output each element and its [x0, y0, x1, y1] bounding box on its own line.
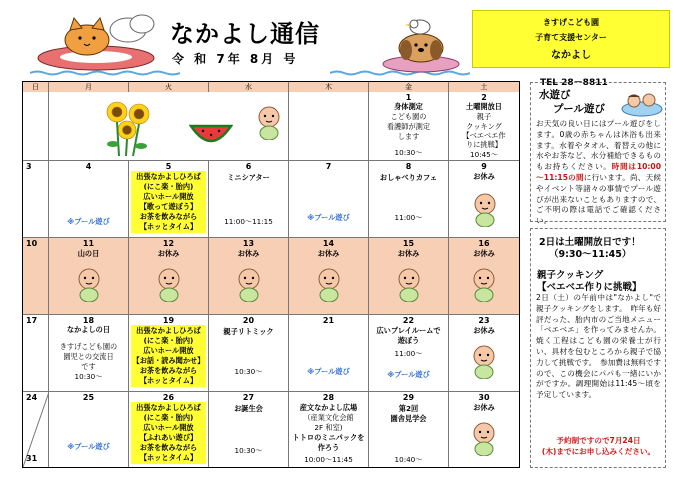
event-time: 11:00～ — [394, 349, 423, 358]
event-text: (にこ楽・胎内) — [143, 182, 194, 191]
event-text: 遊ぼう — [397, 336, 420, 345]
day-cell-sunday — [23, 315, 49, 392]
event-time: 11:00～ — [394, 213, 423, 222]
holiday-label: 山の日 — [77, 249, 100, 258]
event-title: 土曜開放日 — [466, 102, 502, 111]
water-play-notice — [530, 82, 666, 226]
event-text: きすげこども園の — [59, 342, 118, 351]
day-number: 30 — [478, 393, 490, 402]
dog-and-seagull-illustration — [376, 12, 466, 74]
notice-text: お天気の良い日にはプール遊びをします。0歳の赤ちゃんは沐浴も出来ます。水着やタオル、着替えの他に水やお茶など、水分補給できるものもお持ちください。 — [536, 119, 661, 172]
day-cell — [449, 161, 519, 238]
event-text: 園舎見学会 — [390, 414, 427, 423]
day-cell — [49, 392, 129, 467]
pool-note: ※プール遊び — [67, 442, 110, 451]
org-room: なかよし — [551, 50, 591, 61]
event-title: 第2回 — [398, 404, 419, 413]
event-time: 10:30～ — [74, 372, 103, 381]
day-number: 6 — [245, 162, 252, 171]
children-in-pool-illustration — [621, 87, 663, 117]
org-center: 子育て支援センター — [535, 33, 607, 42]
event-title: ミニシアター — [227, 173, 270, 182]
closed-label: お休み — [473, 403, 495, 412]
day-cell-holiday — [289, 238, 369, 315]
cat-on-float-illustration — [32, 10, 162, 74]
event-text: 2F 和室) — [314, 423, 343, 432]
event-title: 広いプレイルームで — [376, 326, 441, 335]
org-name: きすげこども園 — [543, 18, 599, 27]
day-number: 28 — [322, 393, 335, 402]
day-cell — [449, 92, 519, 161]
event-text: （産業文化会館 — [303, 413, 354, 422]
day-cell-holiday — [369, 238, 449, 315]
issue-date: 令 和 7年 8月 号 — [172, 52, 299, 66]
watermelon-icon — [189, 122, 233, 148]
event-text: お茶を飲みながら — [139, 212, 198, 221]
day-cell — [209, 161, 289, 238]
event-time: 10:30～ — [394, 148, 423, 157]
day-cell-empty — [23, 92, 49, 161]
event-time: 10:30～ — [234, 367, 263, 376]
day-cell-sunday — [23, 161, 49, 238]
day-number: 1 — [405, 93, 412, 102]
day-number: 29 — [402, 393, 415, 402]
weekday-header-mon: 月 — [49, 82, 129, 92]
pool-note: ※プール遊び — [307, 213, 350, 222]
closed-label: お休み — [397, 249, 420, 258]
weekday-header-fri: 金 — [369, 82, 449, 92]
page-title: なかよし通信 — [170, 20, 320, 48]
baby-icon — [471, 193, 499, 227]
day-number: 4 — [85, 162, 92, 171]
event-text: 【歌って遊ぼう】 — [139, 202, 198, 211]
day-number: 17 — [26, 316, 38, 325]
day-number: 9 — [481, 162, 487, 171]
baby-icon — [470, 422, 498, 456]
sunflower-illustration — [103, 98, 155, 158]
day-cell — [209, 315, 289, 392]
deadline-line: 予約制ですので7月24日 — [556, 436, 641, 445]
day-cell-sunday — [23, 238, 49, 315]
event-text: お茶を飲みながら — [139, 366, 198, 375]
notice-time: 時間は10:00 ～11:15の間 — [536, 162, 662, 182]
event-text: 広いホール開放 — [143, 192, 194, 201]
day-cell-holiday — [129, 238, 209, 315]
event-text: 【ふれあい遊び】 — [139, 433, 198, 442]
event-text: 作ろう — [317, 443, 340, 452]
event-title: おしゃべりカフェ — [379, 173, 438, 182]
event-text: (にこ楽・胎内) — [143, 336, 194, 345]
pool-note: ※プール遊び — [307, 367, 350, 376]
notice-title: 水遊び — [539, 89, 571, 101]
notice-body — [536, 119, 661, 227]
baby-icon — [470, 268, 498, 302]
day-number: 21 — [322, 316, 335, 325]
day-number: 16 — [478, 239, 490, 248]
event-text: お茶を飲みながら — [139, 443, 198, 452]
notice-text: 尚、天候やイベント等諸々の事情でプール遊びが出来ないこともありますので、ご不明の際は電話でご確認ください。 — [536, 172, 661, 226]
day-number: 25 — [82, 393, 95, 402]
event-title: 出張なかよしひろば — [136, 172, 201, 181]
day-cell-sunday — [23, 392, 49, 467]
baby-icon — [235, 268, 263, 302]
closed-label: お休み — [473, 172, 495, 181]
day-cell-holiday — [209, 238, 289, 315]
weekday-header-sat: 土 — [449, 82, 519, 92]
day-number: 27 — [242, 393, 255, 402]
event-title: 身体測定 — [394, 102, 423, 111]
event-time: 10:45～ — [470, 150, 498, 159]
day-number: 31 — [26, 454, 38, 463]
day-number: 2 — [481, 93, 487, 102]
event-text: 広いホール開放 — [143, 346, 194, 355]
telephone: TEL 28－8811 — [540, 78, 608, 88]
day-cell — [129, 161, 209, 238]
pool-note: ※プール遊び — [67, 217, 110, 226]
weekday-header-tue: 火 — [129, 82, 209, 92]
day-number: 11 — [82, 239, 95, 248]
event-time: 11:00～11:15 — [224, 217, 273, 226]
event-title: 出張なかよしひろば — [136, 403, 201, 412]
day-cell — [289, 92, 369, 161]
day-number: 5 — [165, 162, 172, 171]
day-cell — [449, 392, 519, 467]
organization-box — [472, 10, 670, 68]
weekday-header-sun: 日 — [23, 82, 49, 92]
day-number: 15 — [402, 239, 415, 248]
day-cell — [369, 315, 449, 392]
baby-icon — [315, 268, 343, 302]
event-title: なかよしの日 — [66, 325, 111, 334]
weekday-header-wed: 水 — [209, 82, 289, 92]
baby-icon — [75, 268, 103, 302]
day-number: 19 — [162, 316, 175, 325]
event-description: 2日（土）の午前中は"なかよし"で親子クッキングをします。 昨年も好評だった、胎内市のご当地メニュー「ベエベエ」を作ってみませんか。焼く工程はこども園の栄養士が行い、具材を包むところから親子で協力して挑戦です。 参加費は無料ですので、この機会にパパも一緒にいかがですか。調理開始は11:45～頃を予定しています。 — [536, 293, 661, 400]
day-cell — [289, 161, 369, 238]
closed-label: お休み — [157, 249, 180, 258]
event-text: 【ホッとタイム】 — [139, 453, 198, 462]
baby-icon — [395, 268, 423, 302]
reservation-deadline — [536, 436, 661, 458]
event-time: 10:30～ — [234, 446, 263, 455]
day-number: 18 — [82, 316, 95, 325]
baby-icon — [470, 345, 498, 379]
day-cell — [49, 315, 129, 392]
day-cell — [289, 315, 369, 392]
cooking-event-notice — [530, 228, 666, 468]
event-text: クッキング — [466, 122, 502, 131]
event-time: 10:40～ — [394, 455, 423, 464]
deadline-line: (木)までにお申し込みください。 — [541, 446, 656, 456]
day-number: 24 — [26, 393, 38, 402]
day-number: 8 — [405, 162, 412, 171]
day-cell-holiday — [449, 238, 519, 315]
day-number: 12 — [162, 239, 175, 248]
day-cell — [129, 392, 209, 467]
event-text: です — [81, 362, 96, 371]
day-cell — [129, 315, 209, 392]
day-cell — [289, 392, 369, 467]
closed-label: お休み — [473, 326, 495, 335]
event-title: 出張なかよしひろば — [136, 326, 201, 335]
event-text: します — [397, 132, 420, 141]
event-title: 親子リトミック — [223, 327, 274, 336]
day-number: 26 — [162, 393, 175, 402]
day-cell-holiday — [49, 238, 129, 315]
day-cell — [369, 161, 449, 238]
event-text: 【ベエベエ作 — [462, 131, 506, 140]
day-cell — [449, 315, 519, 392]
day-cell — [369, 92, 449, 161]
baby-icon — [255, 106, 283, 140]
day-number: 20 — [242, 316, 255, 325]
event-text: 親子 — [476, 112, 492, 121]
event-title: 親子クッキング — [537, 270, 604, 281]
open-day-notice: 2日は土曜開放日です！ — [539, 237, 641, 248]
day-number: 13 — [242, 239, 255, 248]
closed-label: お休み — [473, 249, 495, 258]
event-text: 【ホッとタイム】 — [139, 376, 198, 385]
event-time: 10:00～11:45 — [304, 455, 353, 464]
day-cell — [369, 392, 449, 467]
day-cell — [49, 161, 129, 238]
open-day-hours: （9:30～11:45） — [549, 249, 632, 260]
event-text: 広いホール開放 — [143, 423, 194, 432]
event-text: (にこ楽・胎内) — [143, 413, 194, 422]
event-title: お誕生会 — [234, 404, 263, 413]
event-text: こども園の — [390, 112, 427, 121]
event-title: 産文なかよし広場 — [299, 403, 358, 412]
event-text: 【ホッとタイム】 — [139, 222, 198, 231]
day-number: 23 — [478, 316, 490, 325]
notice-text: に行います。 — [583, 172, 630, 182]
pool-note: ※プール遊び — [387, 370, 430, 379]
event-text: 看護師が測定 — [386, 122, 431, 131]
calendar-grid — [22, 81, 520, 468]
day-number: 22 — [402, 316, 415, 325]
event-text: トトロのミニパックを — [292, 433, 365, 442]
day-cell — [209, 392, 289, 467]
weekday-header-thu: 木 — [289, 82, 369, 92]
day-number: 3 — [26, 162, 32, 171]
day-number: 10 — [26, 239, 38, 248]
day-number: 7 — [325, 162, 332, 171]
event-text: りに挑戦】 — [466, 140, 502, 149]
header-wave — [30, 70, 180, 76]
day-number: 14 — [322, 239, 335, 248]
closed-label: お休み — [317, 249, 340, 258]
event-text: 園児との交流日 — [63, 352, 114, 361]
closed-label: お休み — [237, 249, 260, 258]
event-subtitle: 【ベエベエ作りに挑戦】 — [537, 282, 642, 293]
notice-subtitle: プール遊び — [553, 103, 605, 115]
baby-icon — [155, 268, 183, 302]
event-text: 【お話・読み聞かせ】 — [132, 356, 205, 365]
week1-illustration-cell — [49, 92, 289, 161]
